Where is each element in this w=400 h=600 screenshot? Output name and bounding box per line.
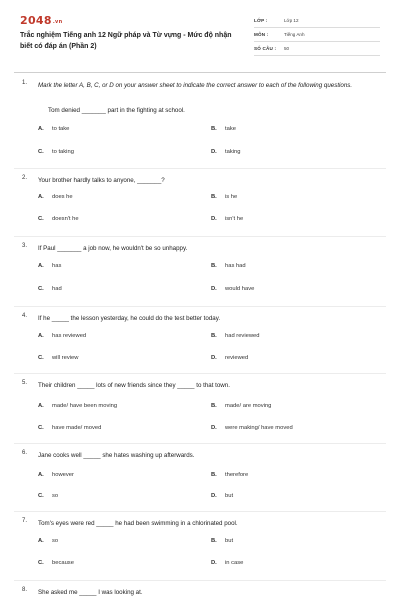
meta-row-class (254, 14, 380, 28)
option-letter: C. (38, 355, 44, 361)
option-text: isn't he (225, 216, 244, 222)
option-text: will review (52, 355, 79, 361)
question-divider (14, 373, 386, 374)
question-text: She asked me _____ I was looking at. (38, 589, 143, 596)
option-a[interactable] (38, 403, 117, 409)
question-text: Their children _____ lots of new friends since they _____ to that town. (38, 382, 230, 389)
option-text: have made/ moved (52, 425, 102, 431)
option-text: has reviewed (52, 333, 87, 339)
option-letter: B. (211, 126, 217, 132)
question-number: 7. (22, 518, 28, 524)
option-letter: C. (38, 149, 44, 155)
option-letter: D. (211, 560, 217, 566)
option-c[interactable] (38, 355, 78, 361)
option-letter: A. (38, 403, 44, 409)
option-letter: D. (211, 355, 217, 361)
option-text: had (52, 286, 62, 292)
option-text: so (52, 538, 59, 544)
option-d[interactable] (211, 425, 293, 431)
option-letter: B. (211, 194, 217, 200)
question-divider (14, 306, 386, 307)
option-letter: A. (38, 538, 44, 544)
question-text: Tom denied _______ part in the fighting at school. (48, 107, 185, 114)
option-a[interactable] (38, 126, 69, 132)
option-letter: D. (211, 493, 217, 499)
option-letter: D. (211, 286, 217, 292)
meta-key: MÔN : (254, 32, 269, 37)
option-letter: C. (38, 216, 44, 222)
question-number: 5. (22, 380, 28, 386)
option-c[interactable] (38, 493, 58, 499)
option-letter: C. (38, 493, 44, 499)
option-text: to take (52, 126, 70, 132)
question-text: Your brother hardly talks to anyone, _______? (38, 177, 165, 184)
option-text: were making/ have moved (225, 425, 293, 431)
meta-value: Lớp 12 (284, 18, 299, 23)
question-text: If he _____ the lesson yesterday, he could do the test better today. (38, 315, 221, 322)
option-b[interactable] (211, 126, 236, 132)
meta-value: 50 (284, 46, 290, 51)
question-text: If Paul _______ a job now, he wouldn't be so unhappy. (38, 245, 188, 252)
option-text: however (52, 472, 74, 478)
option-text: doesn't he (52, 216, 79, 222)
option-d[interactable] (211, 355, 248, 361)
option-a[interactable] (38, 538, 58, 544)
question-divider (14, 580, 386, 581)
option-letter: B. (211, 538, 217, 544)
question-text: Tom's eyes were red _____ he had been swimming in a chlorinated pool. (38, 520, 238, 527)
question-number: 3. (22, 243, 28, 249)
logo-main: 2048 (20, 14, 52, 27)
option-text: but (225, 538, 234, 544)
option-text: to taking (52, 149, 74, 155)
question-text: Jane cooks well _____ she hates washing up afterwards. (38, 452, 195, 459)
meta-value: Tiếng Anh (284, 32, 305, 37)
option-letter: A. (38, 263, 44, 269)
option-b[interactable] (211, 194, 237, 200)
option-text: has had (225, 263, 246, 269)
option-d[interactable] (211, 560, 243, 566)
question-number: 1. (22, 80, 28, 86)
page-header (0, 0, 400, 72)
option-text: take (225, 126, 236, 132)
option-letter: C. (38, 286, 44, 292)
option-text: made/ have been moving (52, 403, 118, 409)
option-letter: B. (211, 472, 217, 478)
option-b[interactable] (211, 263, 246, 269)
option-d[interactable] (211, 149, 240, 155)
option-text: because (52, 560, 74, 566)
option-d[interactable] (211, 286, 254, 292)
question-divider (14, 443, 386, 444)
logo-sub: .vn (52, 19, 63, 25)
option-letter: B. (211, 263, 217, 269)
document-title: Trắc nghiệm Tiếng anh 12 Ngữ pháp và Từ vựng - Mức độ nhận biết có đáp án (Phần 2) (20, 32, 232, 50)
option-b[interactable] (211, 333, 259, 339)
meta-row-question-count (254, 42, 380, 56)
option-d[interactable] (211, 216, 243, 222)
option-c[interactable] (38, 425, 101, 431)
option-letter: D. (211, 425, 217, 431)
header-divider (14, 72, 386, 73)
meta-key: LỚP : (254, 18, 268, 23)
option-text: reviewed (225, 355, 249, 361)
option-text: would have (225, 286, 255, 292)
question-number: 4. (22, 313, 28, 319)
meta-key: SỐ CÂU : (254, 46, 277, 51)
question-divider (14, 236, 386, 237)
option-text: does he (52, 194, 73, 200)
option-b[interactable] (211, 403, 271, 409)
option-a[interactable] (38, 263, 61, 269)
option-text: had reviewed (225, 333, 260, 339)
question-number: 2. (22, 175, 28, 181)
meta-row-subject (254, 28, 380, 42)
question-divider (14, 511, 386, 512)
option-d[interactable] (211, 493, 233, 499)
question-divider (14, 168, 386, 169)
option-c[interactable] (38, 286, 62, 292)
option-text: is he (225, 194, 238, 200)
option-letter: A. (38, 472, 44, 478)
option-letter: B. (211, 333, 217, 339)
option-a[interactable] (38, 472, 74, 478)
site-logo[interactable] (20, 14, 62, 27)
option-c[interactable] (38, 560, 74, 566)
question-number: 6. (22, 450, 28, 456)
option-b[interactable] (211, 472, 248, 478)
option-a[interactable] (38, 333, 86, 339)
option-letter: A. (38, 333, 44, 339)
option-letter: A. (38, 126, 44, 132)
option-text: made/ are moving (225, 403, 272, 409)
option-letter: C. (38, 560, 44, 566)
question-instruction: Mark the letter A, B, C, or D on your answer sheet to indicate the correct answer to each of the following questions. (38, 82, 353, 89)
option-c[interactable] (38, 216, 79, 222)
option-text: but (225, 493, 234, 499)
option-text: so (52, 493, 59, 499)
question-number: 8. (22, 587, 28, 593)
option-letter: D. (211, 216, 217, 222)
option-text: has (52, 263, 62, 269)
option-text: therefore (225, 472, 249, 478)
option-letter: C. (38, 425, 44, 431)
option-letter: D. (211, 149, 217, 155)
option-a[interactable] (38, 194, 73, 200)
option-text: in case (225, 560, 244, 566)
option-letter: B. (211, 403, 217, 409)
option-text: taking (225, 149, 241, 155)
option-b[interactable] (211, 538, 233, 544)
option-letter: A. (38, 194, 44, 200)
option-c[interactable] (38, 149, 74, 155)
